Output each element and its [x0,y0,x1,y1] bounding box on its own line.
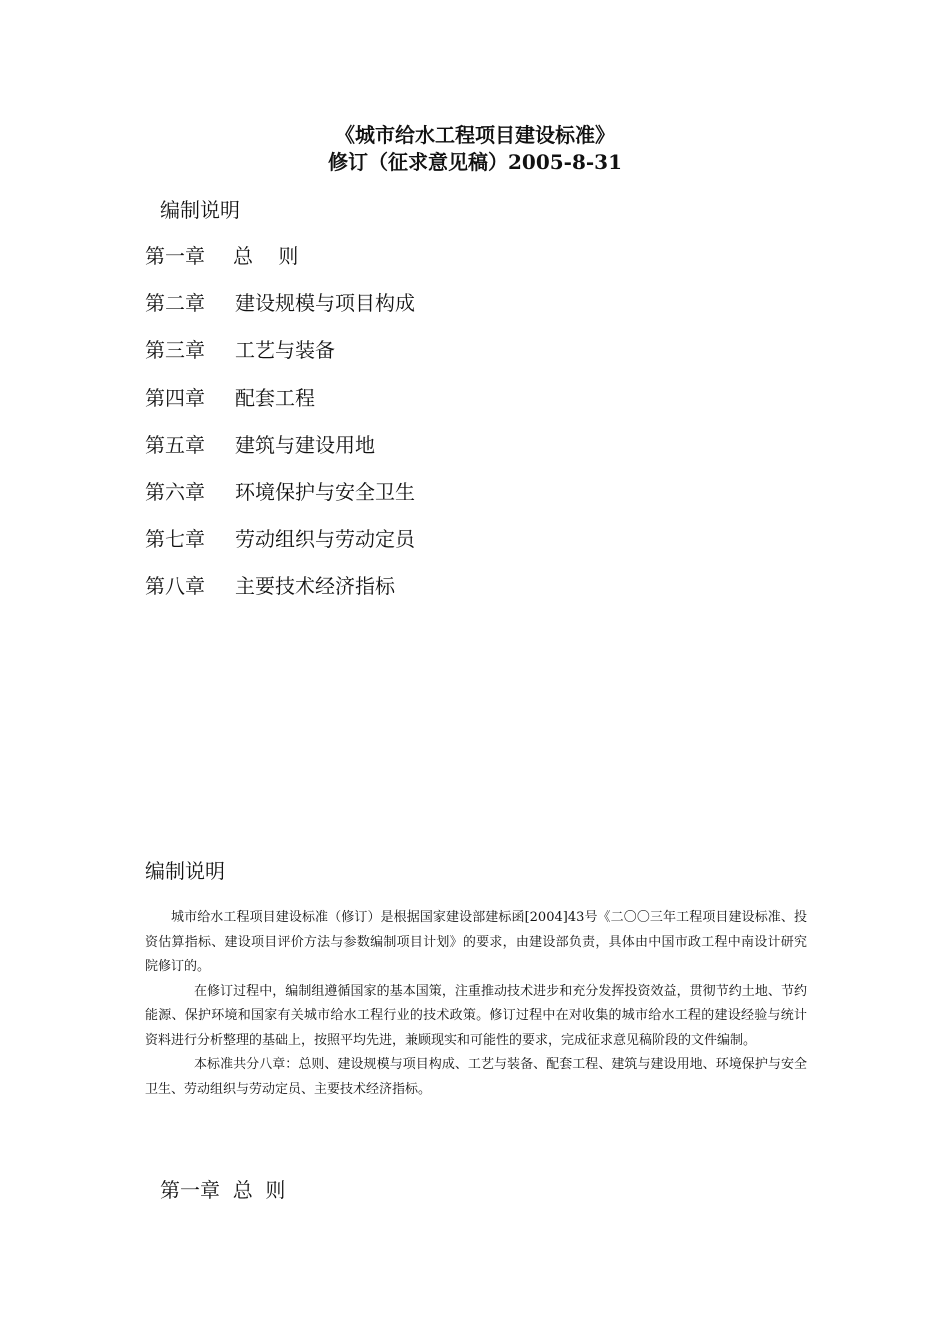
chapter-1-heading: 第一章 总 则 [160,1178,286,1202]
toc-item [145,431,415,478]
toc-chapter-number: 第五章 [145,432,205,457]
toc-chapter-number: 第一章 [145,244,205,268]
toc-chapter-number: 第八章 [145,574,205,599]
toc-intro-item: 编制说明 [160,198,240,222]
preface-paragraph: 本标准共分八章：总则、建设规模与项目构成、工艺与装备、配套工程、建筑与建设用地、环境保护与安全卫生、劳动组织与劳动定员、主要技术经济指标。 [145,1057,807,1097]
toc-chapter-title: 主要技术经济指标 [235,574,395,599]
toc-chapter-title: 配套工程 [235,385,315,410]
preface-body [145,906,807,1102]
preface-heading: 编制说明 [145,859,225,883]
toc-chapter-number: 第四章 [145,385,205,410]
title-line-1: 《城市给水工程项目建设标准》 [335,123,615,147]
toc-chapter-title: 建筑与建设用地 [235,432,375,457]
preface-paragraph: 在修订过程中，编制组遵循国家的基本国策，注重推动技术进步和充分发挥投资效益，贯彻节约土地、节约能源、保护环境和国家有关城市给水工程行业的技术政策。修订过程中在对收集的城市给水工程的建设经验与统计资料进行分析整理的基础上，按照平均先进，兼顾现实和可能性的要求，完成征求意见稿阶段的文件编制。 [145,983,807,1048]
toc-chapter-number: 第六章 [145,479,205,504]
toc-item [145,572,415,619]
toc-chapter-number: 第二章 [145,291,205,316]
toc-item [145,384,415,431]
preface-paragraph: 城市给水工程项目建设标准（修订）是根据国家建设部建标函[2004]43号《二〇〇三年工程项目建设标准、投资估算指标、建设项目评价方法与参数编制项目计划》的要求，由建设部负责，具体由中国市政工程中南设计研究院修订的。 [145,910,807,974]
toc-chapter-title: 工艺与装备 [235,338,335,363]
toc-item [145,525,415,572]
toc-chapter-title: 总 则 [233,244,299,268]
toc-item [145,478,415,525]
toc-chapter-title: 劳动组织与劳动定员 [235,527,415,552]
toc-chapter-number: 第七章 [145,527,205,552]
toc-chapter-number: 第三章 [145,338,205,363]
table-of-contents [145,242,415,620]
toc-chapter-title: 建设规模与项目构成 [235,291,415,316]
toc-item [145,289,415,336]
toc-item [145,242,415,289]
toc-chapter-title: 环境保护与安全卫生 [235,479,415,504]
title-line-2: 修订（征求意见稿）2005-8-31 [327,150,622,174]
toc-item [145,336,415,383]
document-title [0,122,950,176]
